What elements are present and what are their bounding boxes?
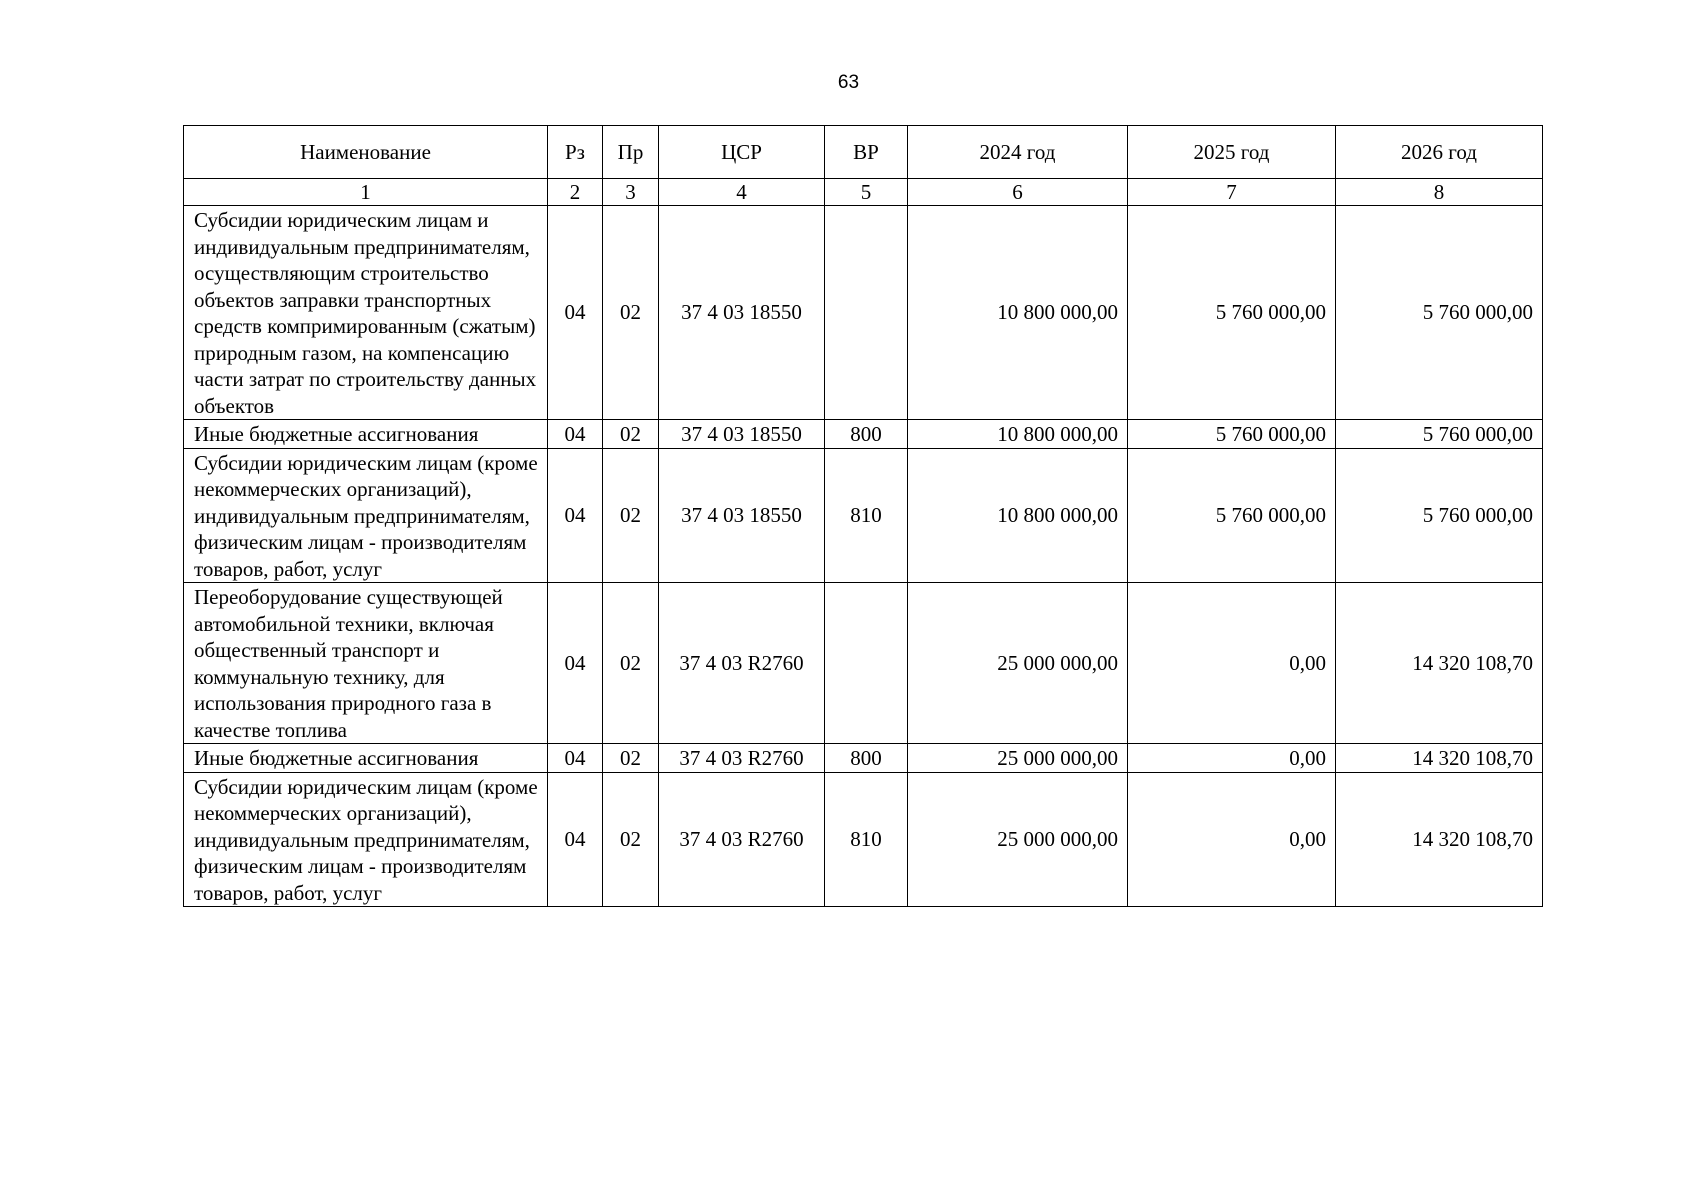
budget-table [183,125,1543,907]
row-csr: 37 4 03 R2760 [659,744,825,773]
table-row [184,744,1543,773]
row-pr: 02 [603,206,659,420]
table-row [184,448,1543,583]
row-pr: 02 [603,448,659,583]
header-csr: ЦСР [659,126,825,179]
row-csr: 37 4 03 R2760 [659,772,825,907]
column-number: 8 [1336,179,1543,206]
row-amount-2026: 14 320 108,70 [1336,583,1543,744]
row-amount-2024: 25 000 000,00 [908,744,1128,773]
row-amount-2026: 5 760 000,00 [1336,448,1543,583]
row-rz: 04 [548,772,603,907]
row-amount-2025: 0,00 [1128,583,1336,744]
header-name: Наименование [184,126,548,179]
row-amount-2024: 25 000 000,00 [908,772,1128,907]
row-amount-2025: 0,00 [1128,772,1336,907]
header-2026: 2026 год [1336,126,1543,179]
row-name: Иные бюджетные ассигнования [184,420,548,449]
table-row [184,583,1543,744]
row-amount-2026: 5 760 000,00 [1336,420,1543,449]
header-pr: Пр [603,126,659,179]
row-amount-2025: 0,00 [1128,744,1336,773]
header-rz: Рз [548,126,603,179]
table-row [184,206,1543,420]
column-number: 2 [548,179,603,206]
row-amount-2024: 25 000 000,00 [908,583,1128,744]
table-row [184,420,1543,449]
column-number: 7 [1128,179,1336,206]
row-pr: 02 [603,420,659,449]
column-number: 5 [825,179,908,206]
row-vr [825,583,908,744]
row-vr: 800 [825,420,908,449]
page-number: 63 [837,72,860,93]
row-rz: 04 [548,206,603,420]
column-number: 4 [659,179,825,206]
header-row [184,126,1543,179]
row-pr: 02 [603,744,659,773]
row-amount-2025: 5 760 000,00 [1128,206,1336,420]
column-number: 3 [603,179,659,206]
row-csr: 37 4 03 R2760 [659,583,825,744]
row-pr: 02 [603,583,659,744]
row-vr [825,206,908,420]
row-name: Субсидии юридическим лицам (кроме некоммерческих организаций), индивидуальным предпринимателям, физическим лицам - производителям товаров, работ, услуг [184,448,548,583]
row-rz: 04 [548,744,603,773]
row-vr: 810 [825,448,908,583]
row-amount-2026: 14 320 108,70 [1336,744,1543,773]
header-2024: 2024 год [908,126,1128,179]
column-number: 6 [908,179,1128,206]
table-row [184,772,1543,907]
header-2025: 2025 год [1128,126,1336,179]
row-csr: 37 4 03 18550 [659,420,825,449]
row-rz: 04 [548,448,603,583]
row-csr: 37 4 03 18550 [659,448,825,583]
row-vr: 810 [825,772,908,907]
row-vr: 800 [825,744,908,773]
row-amount-2026: 14 320 108,70 [1336,772,1543,907]
row-name: Переоборудование существующей автомобильной техники, включая общественный транспорт и коммунальную технику, для использования природного газа в качестве топлива [184,583,548,744]
row-rz: 04 [548,583,603,744]
row-pr: 02 [603,772,659,907]
row-amount-2025: 5 760 000,00 [1128,448,1336,583]
column-number-row [184,179,1543,206]
row-rz: 04 [548,420,603,449]
row-amount-2026: 5 760 000,00 [1336,206,1543,420]
row-name: Иные бюджетные ассигнования [184,744,548,773]
row-amount-2024: 10 800 000,00 [908,448,1128,583]
row-name: Субсидии юридическим лицам и индивидуальным предпринимателям, осуществляющим строительство объектов заправки транспортных средств компримированным (сжатым) природным газом, на компенсацию части затрат по строительству данных объектов [184,206,548,420]
row-name: Субсидии юридическим лицам (кроме некоммерческих организаций), индивидуальным предпринимателям, физическим лицам - производителям товаров, работ, услуг [184,772,548,907]
row-amount-2024: 10 800 000,00 [908,206,1128,420]
header-vr: ВР [825,126,908,179]
row-amount-2025: 5 760 000,00 [1128,420,1336,449]
row-csr: 37 4 03 18550 [659,206,825,420]
column-number: 1 [184,179,548,206]
row-amount-2024: 10 800 000,00 [908,420,1128,449]
